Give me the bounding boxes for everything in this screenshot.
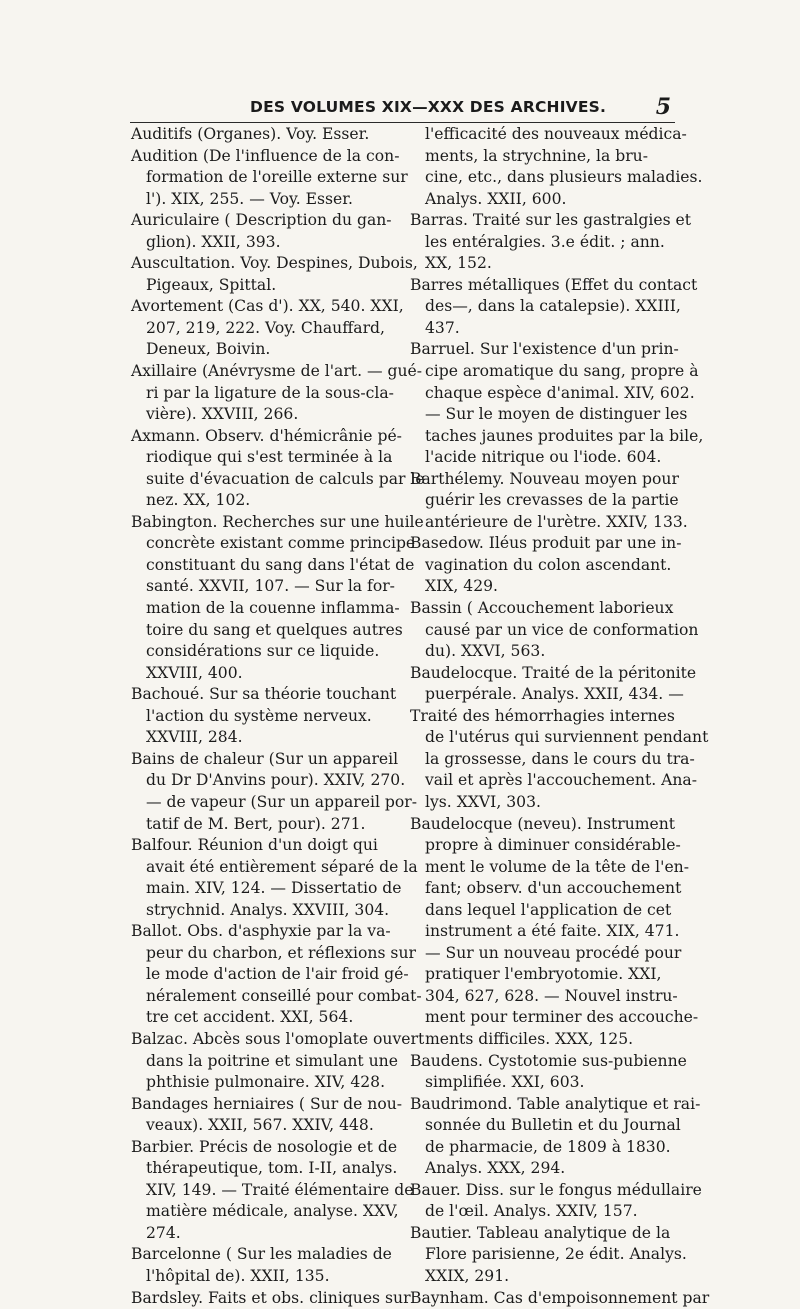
index-line: Balzac. Abcès sous l'omoplate ouvert — [131, 1029, 425, 1048]
index-line: de l'œil. Analys. XXIV, 157. — [425, 1202, 638, 1221]
index-line: Audition (De l'influence de la con- — [131, 146, 400, 165]
index-line: Barruel. Sur l'existence d'un prin- — [410, 340, 679, 359]
index-line: considérations sur ce liquide. — [146, 642, 380, 661]
index-line: Bandages herniaires ( Sur de nou- — [131, 1094, 403, 1113]
index-line: chaque espèce d'animal. XIV, 602. — [425, 383, 695, 402]
index-line: du). XXVI, 563. — [425, 642, 546, 661]
index-line: Analys. XXX, 294. — [425, 1159, 566, 1178]
index-column-left — [131, 124, 425, 1309]
index-line: vail et après l'accouchement. Ana- — [425, 771, 697, 790]
index-line: constituant du sang dans l'état de — [146, 555, 415, 574]
index-line: Babington. Recherches sur une huile — [131, 512, 424, 531]
index-line: Barras. Traité sur les gastralgies et — [410, 211, 692, 230]
index-line: Baynham. Cas d'empoisonnement par — [410, 1288, 710, 1307]
index-line: phthisie pulmonaire. XIV, 428. — [146, 1073, 386, 1092]
index-line: Bachoué. Sur sa théorie touchant — [131, 685, 397, 704]
index-line: sonnée du Bulletin et du Journal — [425, 1116, 681, 1135]
index-line: XXVIII, 400. — [146, 663, 243, 682]
index-line: Traité des hémorrhagies internes — [410, 706, 675, 725]
index-line: glion). XXII, 393. — [146, 232, 281, 251]
index-line: guérir les crevasses de la partie — [425, 491, 679, 510]
index-line: Auscultation. Voy. Despines, Dubois, — [131, 254, 418, 273]
index-line: 304, 627, 628. — Nouvel instru- — [425, 986, 678, 1005]
index-line: XIV, 149. — Traité élémentaire de — [146, 1180, 414, 1199]
index-line: mation de la couenne inflamma- — [146, 599, 400, 618]
index-line: l'hôpital de). XXII, 135. — [146, 1266, 330, 1285]
index-line: strychnid. Analys. XXVIII, 304. — [146, 900, 390, 919]
page-number: 5 — [655, 94, 671, 120]
index-line: concrète existant comme principe — [146, 534, 416, 553]
index-line: avait été entièrement séparé de la — [146, 857, 418, 876]
index-line: simplifiée. XXI, 603. — [425, 1073, 585, 1092]
index-line: tre cet accident. XXI, 564. — [146, 1008, 354, 1027]
index-line: Baudens. Cystotomie sus-pubienne — [410, 1051, 687, 1070]
index-line: instrument a été faite. XIX, 471. — [425, 922, 680, 941]
index-line: ment pour terminer des accouche- — [425, 1008, 699, 1027]
index-line: taches jaunes produites par la bile, — [425, 426, 704, 445]
index-line: Axmann. Observ. d'hémicrânie pé- — [131, 426, 402, 445]
index-line: Basedow. Iléus produit par une in- — [410, 534, 682, 553]
index-line: main. XIV, 124. — Dissertatio de — [146, 879, 402, 898]
index-line: santé. XXVII, 107. — Sur la for- — [146, 577, 395, 596]
index-line: nez. XX, 102. — [146, 491, 251, 510]
index-line: Baudelocque. Traité de la péritonite — [410, 663, 697, 682]
index-line: Bassin ( Accouchement laborieux — [410, 599, 674, 618]
index-line: propre à diminuer considérable- — [425, 836, 681, 855]
index-column-right — [410, 124, 710, 1309]
index-line: de pharmacie, de 1809 à 1830. — [425, 1137, 671, 1156]
index-line: matière médicale, analyse. XXV, — [146, 1202, 399, 1221]
index-line: Balfour. Réunion d'un doigt qui — [131, 836, 378, 855]
index-line: cipe aromatique du sang, propre à — [425, 362, 699, 381]
index-line: Axillaire (Anévrysme de l'art. — gué- — [131, 362, 423, 381]
index-line: puerpérale. Analys. XXII, 434. — — [425, 685, 684, 704]
index-line: ment le volume de la tête de l'en- — [425, 857, 689, 876]
index-line: 207, 219, 222. Voy. Chauffard, — [146, 318, 385, 337]
index-line: vagination du colon ascendant. — [425, 555, 672, 574]
index-line: du Dr D'Anvins pour). XXIV, 270. — [146, 771, 406, 790]
index-line: — Sur le moyen de distinguer les — [425, 405, 688, 424]
index-line: thérapeutique, tom. I-II, analys. — [146, 1159, 398, 1178]
index-line: Baudrimond. Table analytique et rai- — [410, 1094, 701, 1113]
index-line: XXIX, 291. — [425, 1266, 510, 1285]
index-line: Flore parisienne, 2e édit. Analys. — [425, 1245, 687, 1264]
index-line: des—, dans la catalepsie). XXIII, — [425, 297, 681, 316]
index-line: Ballot. Obs. d'asphyxie par la va- — [131, 922, 391, 941]
index-line: Bardsley. Faits et obs. cliniques sur — [131, 1288, 411, 1307]
index-line: — Sur un nouveau procédé pour — [425, 943, 682, 962]
index-line: ments, la strychnine, la bru- — [425, 146, 648, 165]
index-line: XXVIII, 284. — [146, 728, 243, 747]
index-line: Baudelocque (neveu). Instrument — [410, 814, 676, 833]
index-line: l'acide nitrique ou l'iode. 604. — [425, 448, 662, 467]
index-line: l'action du système nerveux. — [146, 706, 372, 725]
index-line: riodique qui s'est terminée à la — [146, 448, 393, 467]
index-line: XX, 152. — [425, 254, 492, 273]
index-line: ri par la ligature de la sous-cla- — [146, 383, 394, 402]
index-line: de l'utérus qui surviennent pendant — [425, 728, 709, 747]
index-line: causé par un vice de conformation — [425, 620, 699, 639]
index-line: tatif de M. Bert, pour). 271. — [146, 814, 366, 833]
index-line: les entéralgies. 3.e édit. ; ann. — [425, 232, 665, 251]
index-line: peur du charbon, et réflexions sur — [146, 943, 416, 962]
index-line: la grossesse, dans le cours du tra- — [425, 749, 695, 768]
index-line: Barres métalliques (Effet du contact — [410, 275, 698, 294]
index-line: Bains de chaleur (Sur un appareil — [131, 749, 399, 768]
index-line: suite d'évacuation de calculs par le — [146, 469, 425, 488]
index-line: Deneux, Boivin. — [146, 340, 271, 359]
index-line: 437. — [425, 318, 460, 337]
index-line: Bauer. Diss. sur le fongus médullaire — [410, 1180, 702, 1199]
index-line: cine, etc., dans plusieurs maladies. — [425, 168, 703, 187]
index-line: XIX, 429. — [425, 577, 498, 596]
index-line: Bautier. Tableau analytique de la — [410, 1223, 671, 1242]
running-header — [130, 96, 675, 123]
index-line: Auriculaire ( Description du gan- — [131, 211, 392, 230]
index-line: Barthélemy. Nouveau moyen pour — [410, 469, 679, 488]
index-line: — de vapeur (Sur un appareil por- — [146, 792, 418, 811]
index-line: l'efficacité des nouveaux médica- — [425, 125, 687, 143]
index-line: veaux). XXII, 567. XXIV, 448. — [146, 1116, 374, 1135]
index-line: Auditifs (Organes). Voy. Esser. — [131, 125, 370, 143]
index-line: formation de l'oreille externe sur — [146, 168, 408, 187]
index-line: ments difficiles. XXX, 125. — [425, 1029, 634, 1048]
index-line: pratiquer l'embryotomie. XXI, — [425, 965, 662, 984]
index-line: Analys. XXII, 600. — [425, 189, 567, 208]
index-line: Pigeaux, Spittal. — [146, 275, 277, 294]
index-line: fant; observ. d'un accouchement — [425, 879, 682, 898]
index-line: le mode d'action de l'air froid gé- — [146, 965, 409, 984]
index-line: antérieure de l'urètre. XXIV, 133. — [425, 512, 688, 531]
index-line: Barcelonne ( Sur les maladies de — [131, 1245, 392, 1264]
index-line: toire du sang et quelques autres — [146, 620, 403, 639]
index-line: l'). XIX, 255. — Voy. Esser. — [146, 189, 353, 208]
index-line: lys. XXVI, 303. — [425, 792, 541, 811]
index-line: néralement conseillé pour combat- — [146, 986, 422, 1005]
index-line: vière). XXVIII, 266. — [146, 405, 299, 424]
index-line: dans lequel l'application de cet — [425, 900, 672, 919]
index-line: Barbier. Précis de nosologie et de — [131, 1137, 398, 1156]
index-line: 274. — [146, 1223, 181, 1242]
header-title: DES VOLUMES XIX—XXX DES ARCHIVES. — [250, 98, 607, 116]
index-line: dans la poitrine et simulant une — [146, 1051, 398, 1070]
index-line: Avortement (Cas d'). XX, 540. XXI, — [131, 297, 404, 316]
